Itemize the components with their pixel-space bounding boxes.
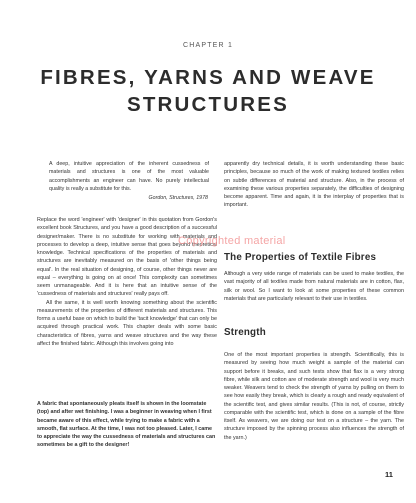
chapter-title: FIBRES, YARNS AND WEAVE STRUCTURES (40, 66, 376, 116)
strength-paragraph: One of the most important properties is strength. Scientifically, this is measured by seeing how much weight a sample of the material can support before it breaks, and such tests show that flax is a very strong fibre, while silk and cotton are of moderate strength and wool is very much weaker. Weavers tend to check the strength of yarns by pulling on them to see how easily they break, which is clearly a rough and ready equivalent of the scientific test, and gives similar results. (This is not, of course, strictly comparable with the scientific test, which is done on a sample of the fibre itself. As weavers, we are doing our test on a structure – the yarn. The structure imposed by the spinning process also influences the strength of the yarn.) (224, 352, 404, 441)
right-column-top (224, 160, 404, 210)
chapter-label: CHAPTER 1 (182, 42, 234, 49)
left-paragraph-1: Replace the word 'engineer' with 'designer' in this quotation from Gordon's excellent book Structures, and you have a good description of a successful designer/maker. There is no substitute for working with materials and processes to develop a deep, intuitive sense that goes beyond theoretical knowledge. Technical specifications of the properties of materials and structures are inevitably measured on the basis of 'other things being equal'. In the real situation of designing, of course, other things never are equal – everything is going on at once! This complexity can sometimes seem unmanageable. And it is here that an intuitive sense of the 'cussedness of materials and structures' really pays off. (37, 217, 217, 298)
left-paragraph-2: All the same, it is well worth knowing something about the scientific measurements of the properties of different materials and structures. This forms a useful base on which to build the 'tacit knowledge' that can only be acquired through practical work. This chapter deals with some basic characteristics of fibres, yarns and weave structures and the way these affect the finished fabric. Although this involves going into (37, 299, 217, 347)
copyright-watermark: Copyrighted material (178, 235, 286, 247)
properties-section-body (224, 270, 404, 303)
page-number: 11 (385, 470, 393, 479)
heading-strength: Strength (224, 327, 266, 338)
epigraph-credit: Gordon, Structures, 1978 (148, 195, 208, 201)
heading-properties-of-textile-fibres: The Properties of Textile Fibres (224, 252, 377, 263)
pull-quote: A fabric that spontaneously pleats itself is shown in the loomstate (top) and after wet finishing. I was a beginner in weaving when I first became aware of this effect, while trying to make a fabric with a smooth, flat surface. At the time, I was not too pleased. Later, I came to appreciate the way the cussedness of materials and structures can sometimes be a gift to the designer! (37, 401, 216, 449)
right-paragraph-continued: apparently dry technical details, it is worth understanding these basic principles, because so much of the work of making textured textiles relies on subtle differences of material and structure. Also, in the process of examining these various properties separately, the difficulties of designing become apparent. Time and again, it is the interplay of properties that is important. (224, 161, 404, 209)
epigraph-quote: A deep, intuitive appreciation of the inherent cussedness of materials and structures is one of the most valuable accomplishments an engineer can have. No purely intellectual quality is really a substitute for this. (49, 161, 209, 193)
strength-section-body (224, 351, 404, 442)
properties-paragraph: Although a very wide range of materials can be used to make textiles, the vast majority of all textiles made from natural materials are in cotton, flax, silk or wool. So I want to look at some properties of these common materials that are particularly relevant to their use in textiles. (224, 271, 404, 302)
